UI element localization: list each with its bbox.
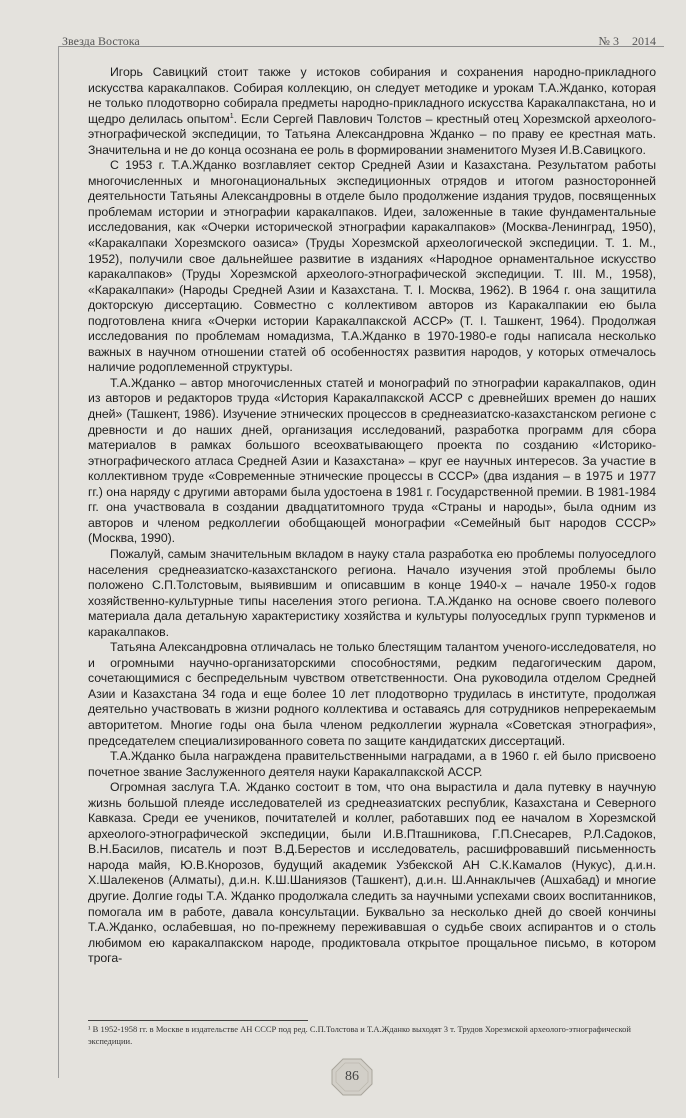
issue-year: 2014 [632, 34, 656, 48]
paragraph: Т.А.Жданко была награждена правительственными наградами, а в 1960 г. ей было присвоено почетное звание Заслуженного деятеля науки Каракалпакской АССР. [88, 749, 656, 779]
paragraph: Пожалуй, самым значительным вкладом в науку стала разработка ею проблемы полуоседлого населения среднеазиатско-казахстанского региона. Начало изучения этой проблемы было положено С.П.Толстовым, выявившим и описавшим в конце 1940-х – начале 1950-х годов хозяйственно-культурные типы населения этого региона. Т.А.Жданко на основе своего полевого материала дала детальную характеристику хозяйства и культуры полуоседлых групп туркменов и каракалпаков. [88, 546, 656, 639]
page-number: 86 [345, 1069, 359, 1084]
article-body [88, 65, 656, 967]
journal-title: Звезда Востока [62, 34, 140, 48]
paragraph: С 1953 г. Т.А.Жданко возглавляет сектор Средней Азии и Казахстана. Результатом работы многочисленных и многонациональных экспедиционных отрядов и итогом разносторонней деятельности Татьяны Александровны в отделе было продолжение издания трудов, посвященных проблемам истории и этнографии каракалпаков. Идеи, заложенные в такие фундаментальные исследования, как «Очерки исторической этнографии каракалпаков» (Москва-Ленинград, 1950), «Каракалпаки Хорезмского оазиса» (Труды Хорезмской археологической экспедиции. Т. 1. М., 1952), получили свое дальнейшее развитие в изданиях «Народное орнаментальное искусство каракалпаков» (Труды Хорезмской археолого-этнографической экспедиции. Т. III. М., 1958), «Каракалпаки» (Народы Средней Азии и Казахстана. Т. I. Москва, 1962). В 1964 г. она защитила докторскую диссертацию. Совместно с коллективом авторов из Каракалпакии ею была подготовлена книга «Очерки истории Каракалпакской АССР» (Т. I. Ташкент, 1964). Продолжая исследования по проблемам номадизма, Т.А.Жданко в 1970-1980-е годы написала несколько важных в научном отношении статей об особенностях развития народов, у которых отмечалось наличие родоплеменной структуры. [88, 158, 656, 375]
paragraph: Татьяна Александровна отличалась не только блестящим талантом ученого-исследователя, но и огромными научно-организаторскими способностями, редким педагогическим даром, сочетающимися с беспредельным чувством ответственности. Она руководила отделом Средней Азии и Казахстана 34 года и еще более 10 лет плодотворно трудилась в институте, продолжая деятельно участвовать в жизни родного коллектива и оставаясь для сотрудников непререкаемым авторитетом. Многие годы она была членом редколлегии журнала «Советская этнография», председателем специализированного совета по защите кандидатских диссертаций. [88, 640, 656, 748]
footnote-marker: 1 [229, 112, 234, 120]
paragraph: Огромная заслуга Т.А. Жданко состоит в том, что она вырастила и дала путевку в научную жизнь большой плеяде исследователей из среднеазиатских республик, Казахстана и Северного Кавказа. Среди ее учеников, почитателей и коллег, работавших под ее началом в Хорезмской археолого-этнографической экспедиции, были И.В.Пташникова, Г.П.Снесарев, Р.Л.Садоков, В.Н.Басилов, писатель и поэт В.Д.Берестов и исследователь, расшифровавший письменность народа майя, Ю.В.Кнорозов, будущий академик Узбекской АН С.К.Камалов (Нукус), д.и.н. Х.Шалекенов (Алматы), д.и.н. К.Ш.Шаниязов (Ташкент), д.и.н. Ш.Аннаклычев (Ашхабад) и многие другие. Долгие годы Т.А. Жданко продолжала следить за научными успехами своих воспитанников, помогала им в работе, давала консультации. Буквально за несколько дней до своей кончины Т.А.Жданко, ослабевшая, но по-прежнему переживавшая о судьбе своих аспирантов и о столь любимом ею каракалпакском народе, продиктовала открытое прощальное письмо, в котором трога- [88, 780, 656, 966]
paragraph: Игорь Савицкий стоит также у истоков собирания и сохранения народно-прикладного искусства каракалпаков. Собирая коллекцию, он следует методике и урокам Т.А.Жданко, которая не только плодотворно собирала предметы народно-прикладного искусства Каракалпакстана, но и щедро делилась опытом$^1$. Если Сергей Павлович Толстов – крестный отец Хорезмской археолого-этнографической экспедиции, то Татьяна Александровна Жданко – по праву ее крестная мать. Значительна и не до конца осознана ее роль в формировании знаменитого Музея И.В.Савицкого. [88, 65, 657, 157]
paragraph: Т.А.Жданко – автор многочисленных статей и монографий по этнографии каракалпаков, один из авторов и редакторов труда «История Каракалпакской АССР с древнейших времен до наших дней» (Ташкент, 1986). Изучение этнических процессов в среднеазиатско-казахстанском регионе с древности и до наших дней, организация исследований, разработка программ для сбора материалов в рамках большого всеохватывающего проекта по созданию «Историко-этнографического атласа Средней Азии и Казахстана» – круг ее научных интересов. За участие в коллективном труде «Современные этнические процессы в СССР» (два издания – в 1975 и 1977 гг.) она наряду с другими авторами была удостоена в 1981 г. Государственной премии. В 1981-1984 гг. она участвовала в создании двадцатитомного труда «Страны и народы», была одним из авторов и членом редколлегии обобщающей монографии «Семейный быт народов СССР» (Москва, 1990). [88, 375, 656, 546]
issue-number: № 3 [598, 34, 619, 48]
page-number-badge [330, 1057, 374, 1097]
footnote-rule [88, 1020, 308, 1021]
header-rule [58, 46, 664, 47]
footnote: ¹ В 1952-1958 гг. в Москве в издательстве АН СССР под ред. С.П.Толстова и Т.А.Жданко выходят 3 т. Трудов Хорезмской археолого-этнографической экспедиции. [88, 1024, 631, 1046]
margin-rule [58, 46, 59, 1078]
